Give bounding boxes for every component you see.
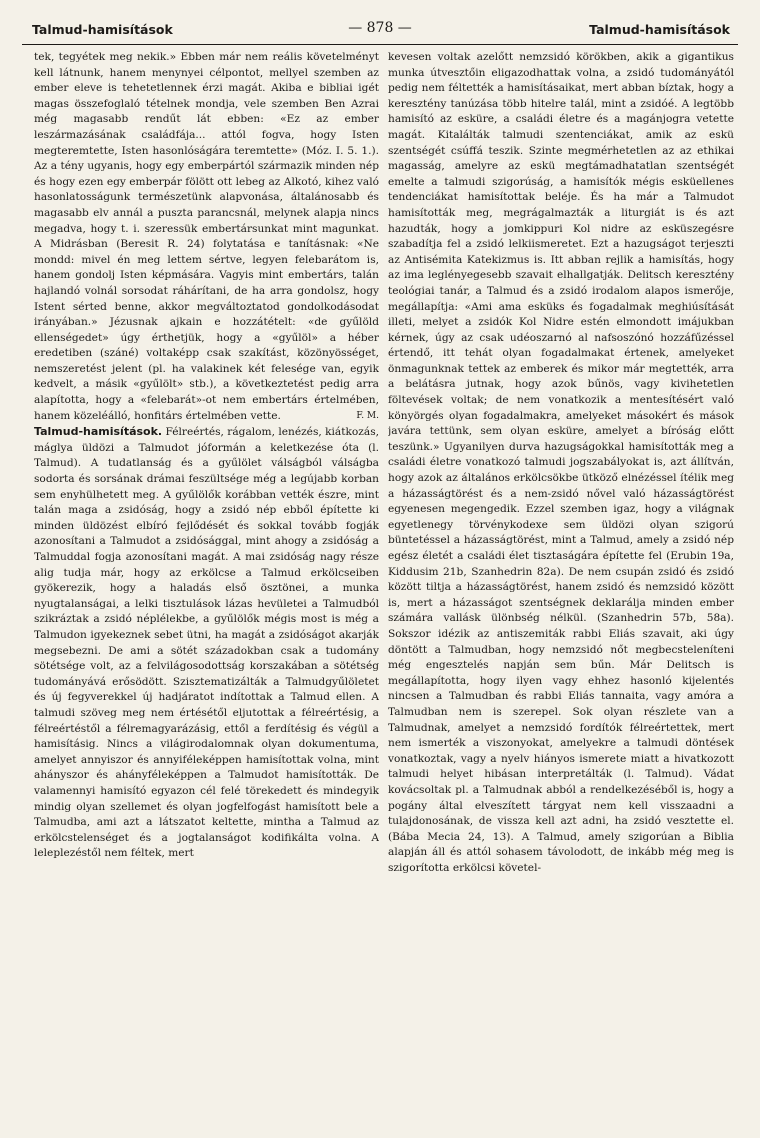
- right-paragraph-1: kevesen voltak azelőtt nemzsidó körökben, akik a gigantikus munka útvesztőin eligazodhattak volna, a zsidó tudományától pedig nem féltették a hamisításaikat, mert abban bíztak, hogy a keresztény tanúzása több hitelre talál, mint a zsidóé. A legtöbb hamisító az esküre, a családi életre és a magánjogra vetette magát. Kitalálták talmudi szentenciákat, amik az eskü szentségét csúffá teszik. Szinte megmérhetetlen az az ethikai magasság, amelyre az eskü megtámadhatatlan szentségét emelte a talmudi szigorúság, a hamisítók mégis esküellenes tendenciákat hamisítottak beléje. És ha már a Talmudot hamisították meg, megrágalmazták a liturgiát is és azt hazudták, hogy a jomkippuri Kol nidre az esküszegésre szabadítja fel a zsidó lelkiismeretet. Ezt a hazugságot terjeszti az Antisémita Katekizmus is. Itt abban rejlik a hamisítás, hogy az ima leglényegesebb szavait elhallgatják. Delitsch keresztény teológiai tanár, a Talmud és a zsidó irodalom alapos ismerője, megállapítja: «Ami ama esküks és fogadalmak meghiúsítását illeti, melyet a zsidók Kol Nidre estén elmondott imájukban kérnek, úgy az csak udéoszarnó al nafsoszónó hozzáfűzéssel értendő, itt tehát olyan fogadalmakat értenek, amelyeket önmagunknak tettek az emberek és mikor már megtették, arra a belátásra jutnak, hogy azok bűnös, vagy kivihetetlen föltevések voltak; de nem vonatkozik a mentesítésért való könyörgés olyan fogadalmakra, amelyeket másokért és mások javára tettünk, sem olyan esküre, amelyet a bíróság előtt teszünk.» Ugyanilyen durva hazugságokkal hamisították meg a családi életre vonatkozó talmudi jogszabályokat is, azt állítván, hogy azok az általános erkölcsökbe ütköző elnézéssel ítélik meg a házasságtörést és a nem-zsidó nővel való házasságtörést egyenesen megengedik. Ezzel szemben igaz, hogy a világnak egyetlenegy törvénykodexe sem üldözi olyan szigorú büntetéssel a házasságtörést, mint a Talmud, amely a zsidó nép egész életét a családi élet tisztaságára építette fel (Erubin 19a, Kiddusim 21b, Szanhedrin 82a). De nem csupán zsidó és zsidó között tiltja a házasságtörést, hanem zsidó és nemzsidó között is, mert a házasságot szentségnek deklarálja minden ember számára vallásk ülönbség nélkül. (Szanhedrin 57b, 58a). Sokszor idézik az antiszemiták rabbi Eliás szavait, aki úgy döntött a Talmudban, hogy nemzsidó nőt megbecsteleníteni még engesztelés napján sem bűn. Már Delitsch is megállapította, hogy ilyen vagy ehhez hasonló kijelentés nincsen a Talmudban és rabbi Eliás tannaita, vagy amóra a Talmudban nem is szerepel. Sok olyan részlete van a Talmudnak, amelyet a nemzsidó fordítók félreértettek, mert nem ismerték a viszonyokat, amelyekre a talmudi döntések vonatkoztak, vagy a nyelv hiányos ismerete miatt a hivatkozott talmudi helyet hibásan interpretálták (l. Talmud). Vádat kovácsoltak pl. a Talmudnak abból a rendelkezéséből is, hogy a pogány által elveszített tárgyat nem kell visszaadni a tulajdonosának, de vissza kell azt adni, ha zsidó vesztette el. (Bába Mecia 24, 13). A Talmud, amely szigorúan a Biblia alapján áll és attól sohasem távolodott, de inkább még meg is szigorította erkölcsi követel-: [388, 51, 734, 874]
- left-paragraph-1: [34, 50, 379, 424]
- header-right-title: Talmud-hamisítások: [589, 22, 730, 37]
- header-left-title: Talmud-hamisítások: [32, 22, 173, 37]
- running-header: [22, 22, 738, 45]
- page-number: — 878 —: [348, 20, 412, 36]
- right-column: [388, 50, 734, 1130]
- left-paragraph-1-text: tek, tegyétek meg nekik.» Ebben már nem reális követelményt kell látnunk, hanem menynyei célpontot, mellyel szemben az ember eleve is tehetetlennek érzi magát. Akiba e bibliai igét magas összefoglaló tételnek mondja, vele szemben Ben Azrai még magasabb rendűt lát ebben: «Ez az ember leszármazásának családfája... attól fogva, hogy Isten megteremtette, Isten hasonlóságára teremtette» (Móz. I. 5. 1.). Az a tény ugyanis, hogy egy emberpártól származik minden nép és hogy ezen egy emberpár fölött ott lebeg az Alkotó, kihez való hasonlatosságunk természetünk alapvonása, általánosabb és magasabb elv annál a puszta parancsnál, melynek alapja nincs megadva, hogy t. i. szeressük embertársunkat mint magunkat. A Midrásban (Beresit R. 24) folytatása e tanításnak: «Ne mondd: mivel én meg lettem sértve, legyen felebarátom is, hanem gondolj Isten képmására. Vagyis mint embertárs, talán hajlandó volnál sorsodat ráhárítani, de ha arra gondolsz, hogy Istent sérted benne, akkor megváltoztatod gondolkodásodat irányában.» Jézusnak ajkain e hozzátételt: «de gyűlöld ellenségedet» úgy érthetjük, hogy a «gyűlöl» a héber eredetiben (száné) voltaképp csak szakítást, közönyösséget, nemszeretést jelent (pl. ha valakinek két felesége van, egyik kedvelt, a másik «gyűlölt» stb.), a következtetést pedig arra alapította, hogy a «felebarát»-ot nem embertárs értelmében, hanem közeléálló, honfitárs értelmében vette.: [34, 51, 379, 422]
- entry-title: Talmud-hamisítások.: [34, 425, 163, 439]
- entry-text: Félreértés, rágalom, lenézés, kiátkozás, máglya üldözi a Talmudot jóformán a keletkezése óta (l. Talmud). A tudatlanság és a gyűlölet válságból válságba sodorta és sorsának drámai feszültsége még a legújabb korban sem enyhülhetett meg. A gyűlölők korábban vették észre, mint talán maga a zsidóság, hogy a zsidó nép ebből építette ki minden üldözést elbíró fejlődését és sokkal tovább fogják azonosítani a Talmudot a zsidósággal, mint ahogy a zsidóság a Talmuddal fogja azonosítani magát. A mai zsidóság nagy része alig tudja már, hogy az erkölcse a Talmud erkölcseiben gyökerezik, hogy a haladás első ösztönei, a munka nyugtalanságai, a lelki tisztulások lázas hevületei a Talmudból szikráztak a zsidó néplélekbe, a gyűlölők mégis most is még a Talmudon igyekeznek sebet ütni, ha magát a zsidóságot akarják megsebezni. De ami a sötét századokban csak a tudomány sötétsége volt, az a felvilágosodottság korszakában a sötétség tudományává erősödött. Szisztematizálták a Talmudgyűlöletet és új fegyverekkel új hadjáratot indítottak a Talmud ellen. A talmudi szöveg meg nem értésétől eljutottak a félreértésig, a félreértéstől a félremagyarázásig, ettől a ferdítésig és végül a hamisításig. Nincs a világirodalomnak olyan dokumentuma, amelyet annyiszor és annyiféleképpen hamisítottak volna, mint ahányszor és ahányféleképpen a Talmudot hamisították. De valamennyi hamisító egyazon cél felé törekedett és mindegyik mindig olyan szellemet és olyan jogfelfogást hamisított bele a Talmudba, ami azt a látszatot keltette, mintha a Talmud az erkölcstelenséget és a jogtalanságot kodifikálta volna. A leleplezéstől nem féltek, mert: [34, 426, 379, 860]
- left-column: [34, 50, 379, 1130]
- entry-paragraph: [34, 424, 379, 862]
- author-signature: F. M.: [356, 410, 379, 421]
